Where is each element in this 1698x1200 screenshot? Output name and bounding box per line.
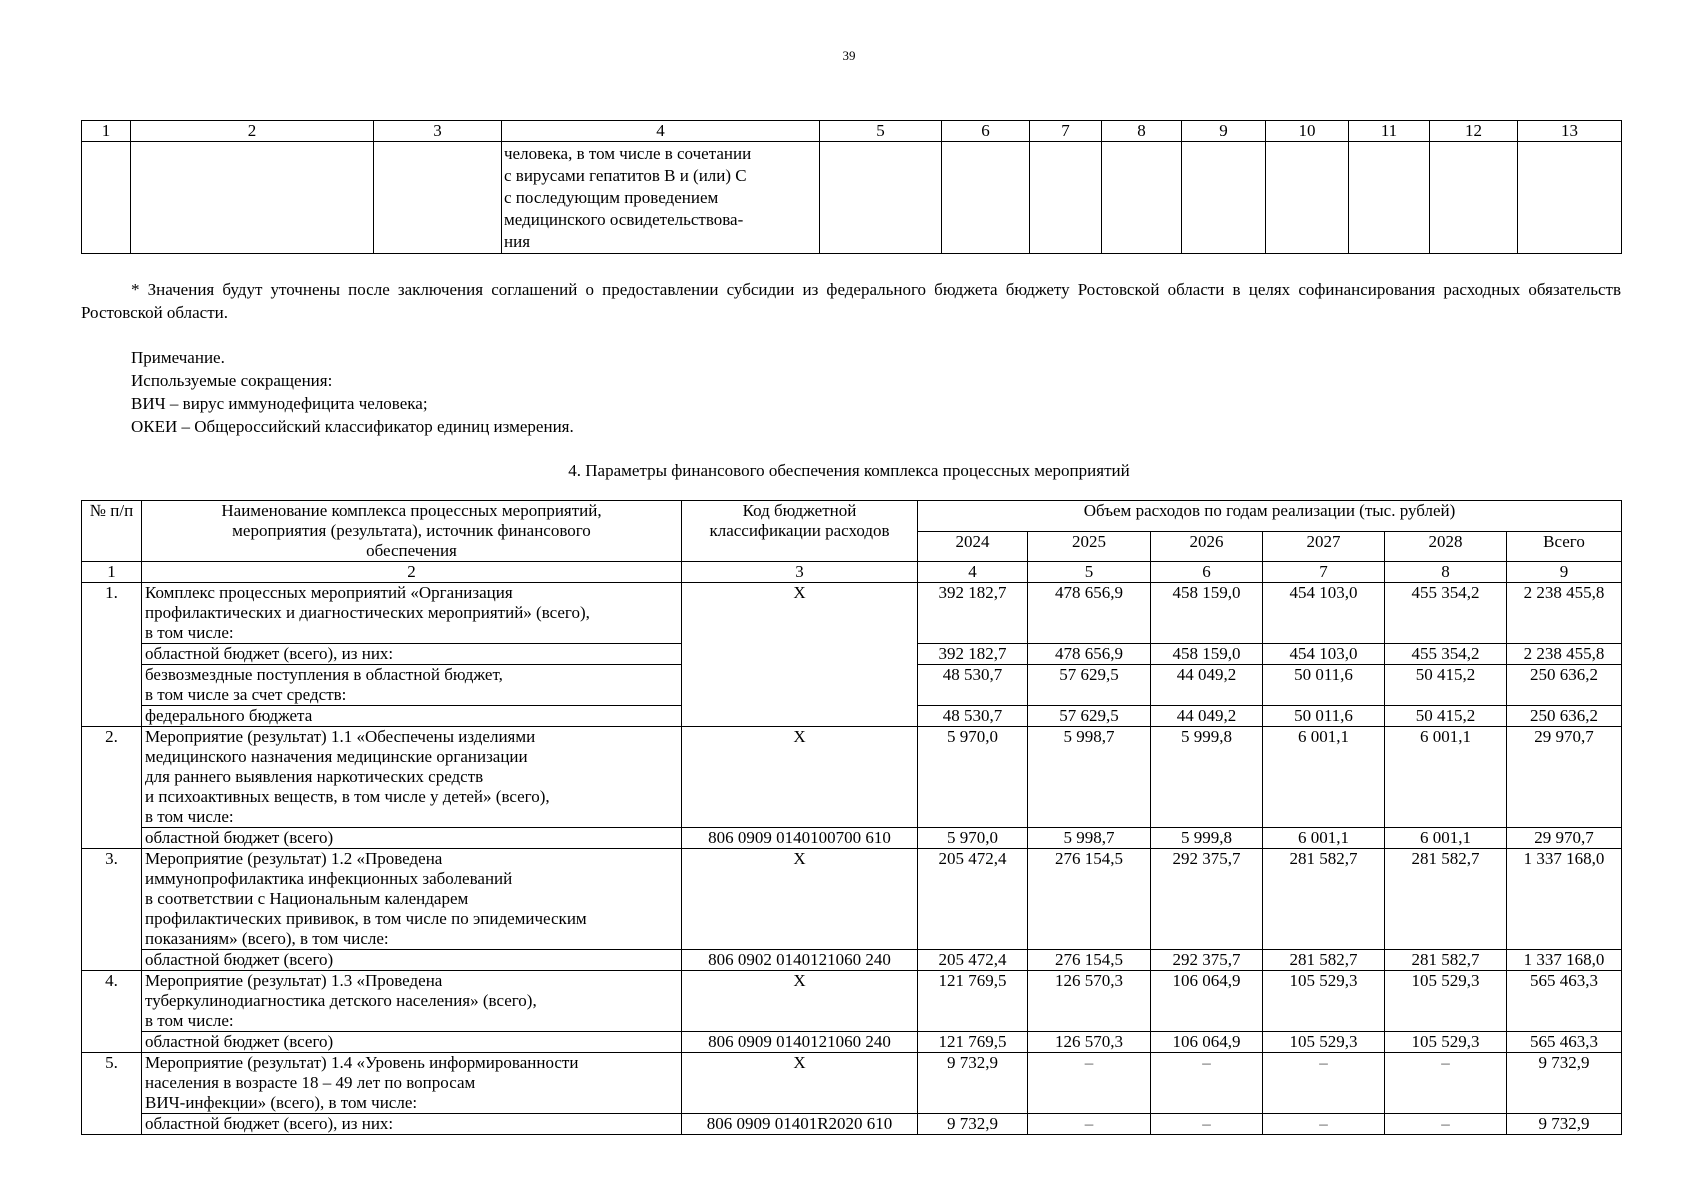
- year-value: 454 103,0: [1263, 583, 1385, 644]
- year-value: 455 354,2: [1385, 583, 1507, 644]
- year-value: 281 582,7: [1263, 950, 1385, 971]
- year-value: 9 732,9: [918, 1053, 1028, 1114]
- year-value: 458 159,0: [1151, 644, 1263, 665]
- row-name: Мероприятие (результат) 1.3 «Проведена туберкулинодиагностика детского населения» (всего), в том числе:: [142, 971, 682, 1032]
- table-row: [82, 1053, 1622, 1114]
- total-value: 565 463,3: [1507, 971, 1622, 1032]
- year-value: 5 999,8: [1151, 727, 1263, 828]
- year-value: –: [1151, 1114, 1263, 1135]
- year-value: 392 182,7: [918, 583, 1028, 644]
- year-value: –: [1028, 1053, 1151, 1114]
- year-value: 105 529,3: [1385, 1032, 1507, 1053]
- year-value: 48 530,7: [918, 706, 1028, 727]
- year-value: 276 154,5: [1028, 950, 1151, 971]
- year-value: 478 656,9: [1028, 644, 1151, 665]
- row-name: безвозмездные поступления в областной бюджет, в том числе за счет средств:: [142, 665, 682, 706]
- row-name: областной бюджет (всего), из них:: [142, 644, 682, 665]
- year-value: 205 472,4: [918, 950, 1028, 971]
- page-number: 39: [842, 48, 856, 63]
- total-value: 9 732,9: [1507, 1053, 1622, 1114]
- total-value: 2 238 455,8: [1507, 644, 1622, 665]
- year-value: 121 769,5: [918, 1032, 1028, 1053]
- volume-header: Объем расходов по годам реализации (тыс. рублей): [918, 501, 1622, 532]
- section-title: 4. Параметры финансового обеспечения комплекса процессных мероприятий: [568, 461, 1130, 480]
- num-header: № п/п: [82, 501, 142, 562]
- year-value: 392 182,7: [918, 644, 1028, 665]
- year-value: –: [1028, 1114, 1151, 1135]
- year-value: 126 570,3: [1028, 1032, 1151, 1053]
- year-header: 2027: [1263, 531, 1385, 562]
- year-value: –: [1263, 1053, 1385, 1114]
- budget-code: 806 0909 0140121060 240: [682, 1032, 918, 1053]
- col-header: 4: [502, 121, 820, 142]
- code-header: Код бюджетной классификации расходов: [682, 501, 918, 562]
- year-value: –: [1385, 1114, 1507, 1135]
- col-index: 9: [1507, 562, 1622, 583]
- col-index: 8: [1385, 562, 1507, 583]
- finance-table-body: [82, 583, 1622, 1135]
- budget-code: X: [682, 849, 918, 950]
- row-number: 5.: [82, 1053, 142, 1135]
- total-value: 29 970,7: [1507, 828, 1622, 849]
- year-value: 44 049,2: [1151, 665, 1263, 706]
- table-row: [82, 583, 1622, 644]
- year-value: 48 530,7: [918, 665, 1028, 706]
- col-header: 5: [820, 121, 942, 142]
- total-value: 1 337 168,0: [1507, 849, 1622, 950]
- total-value: 9 732,9: [1507, 1114, 1622, 1135]
- year-value: 281 582,7: [1385, 849, 1507, 950]
- note-item: ВИЧ – вирус иммунодефицита человека;: [131, 394, 428, 413]
- year-value: 454 103,0: [1263, 644, 1385, 665]
- year-value: 478 656,9: [1028, 583, 1151, 644]
- total-value: 2 238 455,8: [1507, 583, 1622, 644]
- year-value: 276 154,5: [1028, 849, 1151, 950]
- col-index: 3: [682, 562, 918, 583]
- table-row: [82, 1032, 1622, 1053]
- col-header: 6: [942, 121, 1030, 142]
- col-index: 7: [1263, 562, 1385, 583]
- year-value: –: [1263, 1114, 1385, 1135]
- year-value: –: [1151, 1053, 1263, 1114]
- row-number: 3.: [82, 849, 142, 971]
- row-name: федерального бюджета: [142, 706, 682, 727]
- year-value: 5 970,0: [918, 828, 1028, 849]
- continuation-row: [82, 142, 1622, 254]
- budget-code: X: [682, 971, 918, 1032]
- name-header: Наименование комплекса процессных мероприятий, мероприятия (результата), источник финансового обеспечения: [142, 501, 682, 562]
- row-name: областной бюджет (всего): [142, 828, 682, 849]
- total-value: 29 970,7: [1507, 727, 1622, 828]
- col-index: 5: [1028, 562, 1151, 583]
- year-value: 281 582,7: [1385, 950, 1507, 971]
- col-header: 3: [374, 121, 502, 142]
- year-value: 106 064,9: [1151, 1032, 1263, 1053]
- year-header: 2026: [1151, 531, 1263, 562]
- finance-table: [81, 500, 1622, 1135]
- finance-header-row: [82, 501, 1622, 532]
- col-header: 9: [1182, 121, 1266, 142]
- footnote: * Значения будут уточнены после заключения соглашений о предоставлении субсидии из федерального бюджета бюджету Ростовской области в целях софинансирования расходных обязательств Ростовской области.: [81, 280, 1621, 322]
- row-number: 1.: [82, 583, 142, 727]
- year-value: 5 998,7: [1028, 828, 1151, 849]
- row-name: областной бюджет (всего): [142, 950, 682, 971]
- year-value: 6 001,1: [1385, 828, 1507, 849]
- note-item: ОКЕИ – Общероссийский классификатор единиц измерения.: [131, 417, 574, 436]
- budget-code: 806 0909 0140100700 610: [682, 828, 918, 849]
- year-value: 44 049,2: [1151, 706, 1263, 727]
- table-row: [82, 849, 1622, 950]
- year-value: 50 415,2: [1385, 706, 1507, 727]
- notes-title: Примечание.: [131, 348, 225, 367]
- year-value: 50 011,6: [1263, 706, 1385, 727]
- col-header: 11: [1349, 121, 1430, 142]
- budget-code: 806 0902 0140121060 240: [682, 950, 918, 971]
- year-value: 455 354,2: [1385, 644, 1507, 665]
- col-header: 12: [1430, 121, 1518, 142]
- year-value: 205 472,4: [918, 849, 1028, 950]
- year-value: 9 732,9: [918, 1114, 1028, 1135]
- col-index: 2: [142, 562, 682, 583]
- finance-index-row: [82, 562, 1622, 583]
- row-number: 4.: [82, 971, 142, 1053]
- year-value: 126 570,3: [1028, 971, 1151, 1032]
- year-value: 281 582,7: [1263, 849, 1385, 950]
- budget-code: X: [682, 1053, 918, 1114]
- col-header: 13: [1518, 121, 1622, 142]
- continuation-table: [81, 120, 1622, 254]
- col-index: 4: [918, 562, 1028, 583]
- col-header: 8: [1102, 121, 1182, 142]
- notes-subtitle: Используемые сокращения:: [131, 371, 333, 390]
- table-row: [82, 828, 1622, 849]
- col-header: 1: [82, 121, 131, 142]
- year-value: 105 529,3: [1263, 971, 1385, 1032]
- col-header: 10: [1266, 121, 1349, 142]
- table-row: [82, 1114, 1622, 1135]
- year-value: 105 529,3: [1385, 971, 1507, 1032]
- year-value: 5 999,8: [1151, 828, 1263, 849]
- continuation-cell-text: человека, в том числе в сочетании с вирусами гепатитов В и (или) С с последующим проведением медицинского освидетельствова- ния: [502, 142, 820, 254]
- table-row: [82, 950, 1622, 971]
- table-row: [82, 727, 1622, 828]
- year-value: 5 970,0: [918, 727, 1028, 828]
- col-index: 1: [82, 562, 142, 583]
- year-value: 50 011,6: [1263, 665, 1385, 706]
- year-value: 6 001,1: [1263, 727, 1385, 828]
- col-header: 7: [1030, 121, 1102, 142]
- year-header: 2025: [1028, 531, 1151, 562]
- row-name: Мероприятие (результат) 1.2 «Проведена иммунопрофилактика инфекционных заболеваний в соответствии с Национальным календарем профилактических прививок, в том числе по эпидемическим показаниям» (всего), в том числе:: [142, 849, 682, 950]
- continuation-header-row: [82, 121, 1622, 142]
- year-value: 57 629,5: [1028, 665, 1151, 706]
- table-row: [82, 971, 1622, 1032]
- budget-code: X: [682, 727, 918, 828]
- year-value: 50 415,2: [1385, 665, 1507, 706]
- year-value: 5 998,7: [1028, 727, 1151, 828]
- year-value: 106 064,9: [1151, 971, 1263, 1032]
- budget-code: X: [682, 583, 918, 727]
- col-index: 6: [1151, 562, 1263, 583]
- total-value: 250 636,2: [1507, 706, 1622, 727]
- year-value: 6 001,1: [1263, 828, 1385, 849]
- col-header: 2: [131, 121, 374, 142]
- total-header: Всего: [1507, 531, 1622, 562]
- year-value: 458 159,0: [1151, 583, 1263, 644]
- row-name: Комплекс процессных мероприятий «Организация профилактических и диагностических мероприятий» (всего), в том числе:: [142, 583, 682, 644]
- year-value: 121 769,5: [918, 971, 1028, 1032]
- year-value: 6 001,1: [1385, 727, 1507, 828]
- total-value: 565 463,3: [1507, 1032, 1622, 1053]
- row-name: областной бюджет (всего): [142, 1032, 682, 1053]
- year-header: 2028: [1385, 531, 1507, 562]
- row-number: 2.: [82, 727, 142, 849]
- year-value: 292 375,7: [1151, 849, 1263, 950]
- row-name: областной бюджет (всего), из них:: [142, 1114, 682, 1135]
- year-header: 2024: [918, 531, 1028, 562]
- notes: [131, 346, 574, 438]
- year-value: –: [1385, 1053, 1507, 1114]
- total-value: 250 636,2: [1507, 665, 1622, 706]
- row-name: Мероприятие (результат) 1.4 «Уровень информированности населения в возрасте 18 – 49 лет по вопросам ВИЧ-инфекции» (всего), в том числе:: [142, 1053, 682, 1114]
- year-value: 105 529,3: [1263, 1032, 1385, 1053]
- total-value: 1 337 168,0: [1507, 950, 1622, 971]
- budget-code: 806 0909 01401R2020 610: [682, 1114, 918, 1135]
- year-value: 57 629,5: [1028, 706, 1151, 727]
- year-value: 292 375,7: [1151, 950, 1263, 971]
- row-name: Мероприятие (результат) 1.1 «Обеспечены изделиями медицинского назначения медицинские организации для раннего выявления наркотических средств и психоактивных веществ, в том числе у детей» (всего), в том числе:: [142, 727, 682, 828]
